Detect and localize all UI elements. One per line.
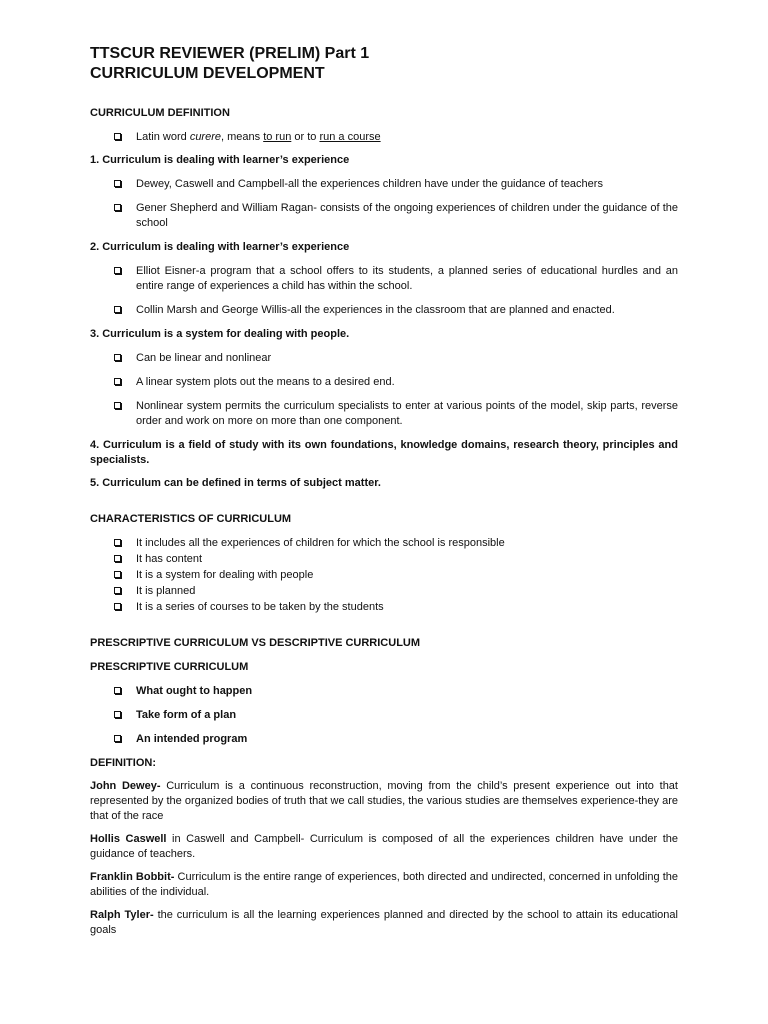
subheading-prescriptive: PRESCRIPTIVE CURRICULUM xyxy=(90,661,249,673)
checkbox-bullet-icon xyxy=(114,687,121,694)
section-heading-prescriptive-vs-descriptive: PRESCRIPTIVE CURRICULUM VS DESCRIPTIVE CURRICULUM xyxy=(90,637,421,649)
point-4: 4. Curriculum is a field of study with its own foundations, knowledge domains, research theory, principles and specialists. xyxy=(90,439,678,466)
checkbox-bullet-icon xyxy=(114,306,121,313)
list-item: An intended program xyxy=(112,732,678,747)
definition-bobbit: Franklin Bobbit- Curriculum is the entire range of experiences, both directed and undirected, concerned in unfolding the abilities of the individual. xyxy=(90,871,678,898)
checkbox-bullet-icon xyxy=(114,711,121,718)
checkbox-bullet-icon xyxy=(114,402,121,409)
definition-tyler: Ralph Tyler- the curriculum is all the learning experiences planned and directed by the school to attain its educational goals xyxy=(90,909,678,936)
list-item: It has content xyxy=(112,552,678,567)
list-item: Take form of a plan xyxy=(112,708,678,723)
prescriptive-list xyxy=(90,684,678,747)
checkbox-bullet-icon xyxy=(114,267,121,274)
definition-label: DEFINITION: xyxy=(90,757,156,769)
point-5: 5. Curriculum can be defined in terms of subject matter. xyxy=(90,477,381,489)
point-2-list xyxy=(90,264,678,318)
definition-dewey: John Dewey- Curriculum is a continuous reconstruction, moving from the child’s present experience out into that represented by the organized bodies of truth that we call studies, the various studies are themselves experience-they are that of the race xyxy=(90,780,678,822)
list-item: Elliot Eisner-a program that a school offers to its students, a planned series of educational hurdles and an entire range of experiences a child has within the school. xyxy=(112,264,678,294)
checkbox-bullet-icon xyxy=(114,603,121,610)
checkbox-bullet-icon xyxy=(114,539,121,546)
list-item: It is a series of courses to be taken by the students xyxy=(112,600,678,615)
point-1: 1. Curriculum is dealing with learner’s experience xyxy=(90,154,350,166)
list-item: It is a system for dealing with people xyxy=(112,568,678,583)
document-body xyxy=(90,106,678,938)
checkbox-bullet-icon xyxy=(114,354,121,361)
checkbox-bullet-icon xyxy=(114,735,121,742)
list-item: It is planned xyxy=(112,584,678,599)
doc-subtitle: CURRICULUM DEVELOPMENT xyxy=(90,65,325,82)
characteristics-list xyxy=(90,536,678,615)
list-item: Can be linear and nonlinear xyxy=(112,351,678,366)
section-heading-characteristics: CHARACTERISTICS OF CURRICULUM xyxy=(90,513,292,525)
point-3: 3. Curriculum is a system for dealing with people. xyxy=(90,328,350,340)
checkbox-bullet-icon xyxy=(114,133,121,140)
checkbox-bullet-icon xyxy=(114,204,121,211)
list-item: What ought to happen xyxy=(112,684,678,699)
list-item: It includes all the experiences of children for which the school is responsible xyxy=(112,536,678,551)
checkbox-bullet-icon xyxy=(114,555,121,562)
doc-title: TTSCUR REVIEWER (PRELIM) Part 1 xyxy=(90,45,370,62)
checkbox-bullet-icon xyxy=(114,587,121,594)
point-3-list xyxy=(90,351,678,429)
list-item: A linear system plots out the means to a desired end. xyxy=(112,375,678,390)
point-1-list xyxy=(90,177,678,231)
point-2: 2. Curriculum is dealing with learner’s experience xyxy=(90,241,350,253)
list-item: Dewey, Caswell and Campbell-all the experiences children have under the guidance of teachers xyxy=(112,177,678,192)
list-item: Gener Shepherd and William Ragan- consists of the ongoing experiences of children under the guidance of the school xyxy=(112,201,678,231)
definition-caswell: Hollis Caswell in Caswell and Campbell- Curriculum is composed of all the experiences children have under the guidance of teachers. xyxy=(90,833,678,860)
list-item: Latin word curere, means to run or to run a course xyxy=(112,130,678,145)
list-item: Nonlinear system permits the curriculum specialists to enter at various points of the model, skip parts, reverse order and work on more on more than one component. xyxy=(112,399,678,429)
checkbox-bullet-icon xyxy=(114,571,121,578)
list-item: Collin Marsh and George Willis-all the experiences in the classroom that are planned and enacted. xyxy=(112,303,678,318)
latin-list xyxy=(90,130,678,145)
checkbox-bullet-icon xyxy=(114,180,121,187)
section-heading-definition: CURRICULUM DEFINITION xyxy=(90,107,230,119)
checkbox-bullet-icon xyxy=(114,378,121,385)
